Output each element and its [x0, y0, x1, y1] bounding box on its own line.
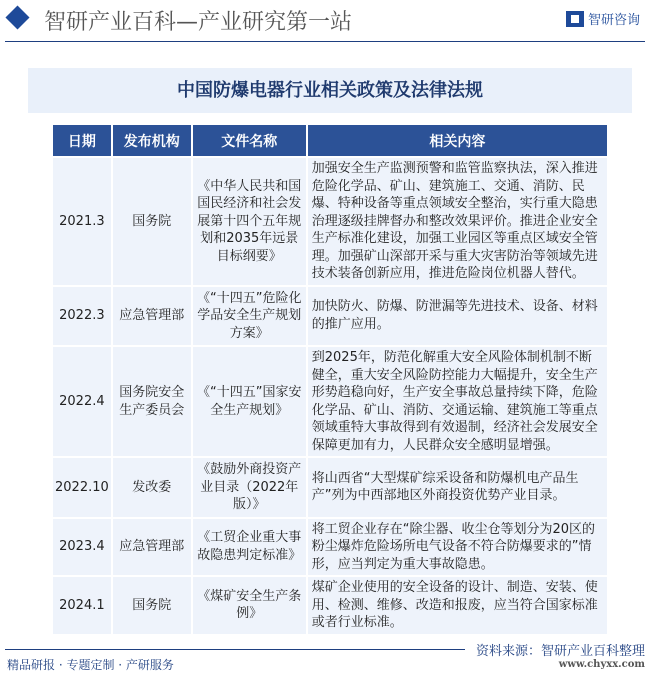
website-url: www.chyxx.com [558, 659, 645, 670]
cell-content: 加快防火、防爆、防泄漏等先进技术、设备、材料的推广应用。 [308, 287, 607, 346]
cell-content: 到2025年，防范化解重大安全风险体制机制不断健全，重大安全风险防控能力大幅提升，安全生产形势趋稳向好，生产安全事故总量持续下降，危险化学品、矿山、消防、交通运输、建筑施工等重点领域重特大事故得到有效遏制，经济社会发展安全保障更加有力，人民群众安全感明显增强。 [308, 347, 607, 456]
policy-table [51, 123, 609, 636]
source-note: 资料来源：智研产业百科整理 [475, 644, 645, 659]
page-title: 中国防爆电器行业相关政策及法律法规 [28, 68, 632, 113]
cell-doc: 《工贸企业重大事故隐患判定标准》 [193, 519, 306, 576]
cell-date: 2022.3 [53, 287, 111, 346]
cell-doc: 《“十四五”国家安全生产规划》 [193, 347, 306, 456]
column-header-org: 发布机构 [113, 125, 191, 156]
table-row [53, 458, 607, 517]
services-tagline: 精品研报 · 专题定制 · 产研服务 [7, 658, 174, 672]
cell-content: 将山西省“大型煤矿综采设备和防爆机电产品生产”列为中西部地区外商投资优势产业目录。 [308, 458, 607, 517]
cell-date: 2022.4 [53, 347, 111, 456]
cell-org: 发改委 [113, 458, 191, 517]
table-row [53, 519, 607, 576]
cell-doc: 《“十四五”危险化学品安全生产规划方案》 [193, 287, 306, 346]
brand-logo-icon [566, 11, 584, 27]
diamond-logo-icon [5, 5, 29, 29]
table-header [53, 125, 607, 156]
cell-date: 2021.3 [53, 158, 111, 285]
column-header-doc: 文件名称 [193, 125, 306, 156]
cell-org: 应急管理部 [113, 519, 191, 576]
site-header [0, 0, 650, 42]
cell-org: 国务院 [113, 577, 191, 634]
cell-org: 国务院安全生产委员会 [113, 347, 191, 456]
cell-org: 应急管理部 [113, 287, 191, 346]
column-header-content: 相关内容 [308, 125, 607, 156]
cell-date: 2023.4 [53, 519, 111, 576]
table-row [53, 158, 607, 285]
table-row [53, 577, 607, 634]
cell-content: 加强安全生产监测预警和监管监察执法，深入推进危险化学品、矿山、建筑施工、交通、消防、民爆、特种设备等重点领域安全整治，实行重大隐患治理逐级挂牌督办和整改效果评价。推进企业安全生产标准化建设，加强工业园区等重点区域安全管理。加强矿山深部开采与重大灾害防治等领域先进技术装备创新应用，推进危险岗位机器人替代。 [308, 158, 607, 285]
cell-content: 将工贸企业存在“除尘器、收尘仓等划分为20区的粉尘爆炸危险场所电气设备不符合防爆要求的”情形，应当判定为重大事故隐患。 [308, 519, 607, 576]
cell-date: 2022.10 [53, 458, 111, 517]
site-title: 智研产业百科—产业研究第一站 [44, 10, 353, 35]
cell-doc: 《鼓励外商投资产业目录（2022年版）》 [193, 458, 306, 517]
cell-date: 2024.1 [53, 577, 111, 634]
table-row [53, 287, 607, 346]
cell-content: 煤矿企业使用的安全设备的设计、制造、安装、使用、检测、维修、改造和报废，应当符合国家标准或者行业标准。 [308, 577, 607, 634]
column-header-date: 日期 [53, 125, 111, 156]
divider [5, 41, 645, 42]
brand-name: 智研咨询 [587, 13, 640, 28]
table-row [53, 347, 607, 456]
cell-doc: 《煤矿安全生产条例》 [193, 577, 306, 634]
brand [566, 9, 640, 28]
divider [5, 649, 465, 650]
cell-doc: 《中华人民共和国国民经济和社会发展第十四个五年规划和2035年远景目标纲要》 [193, 158, 306, 285]
cell-org: 国务院 [113, 158, 191, 285]
